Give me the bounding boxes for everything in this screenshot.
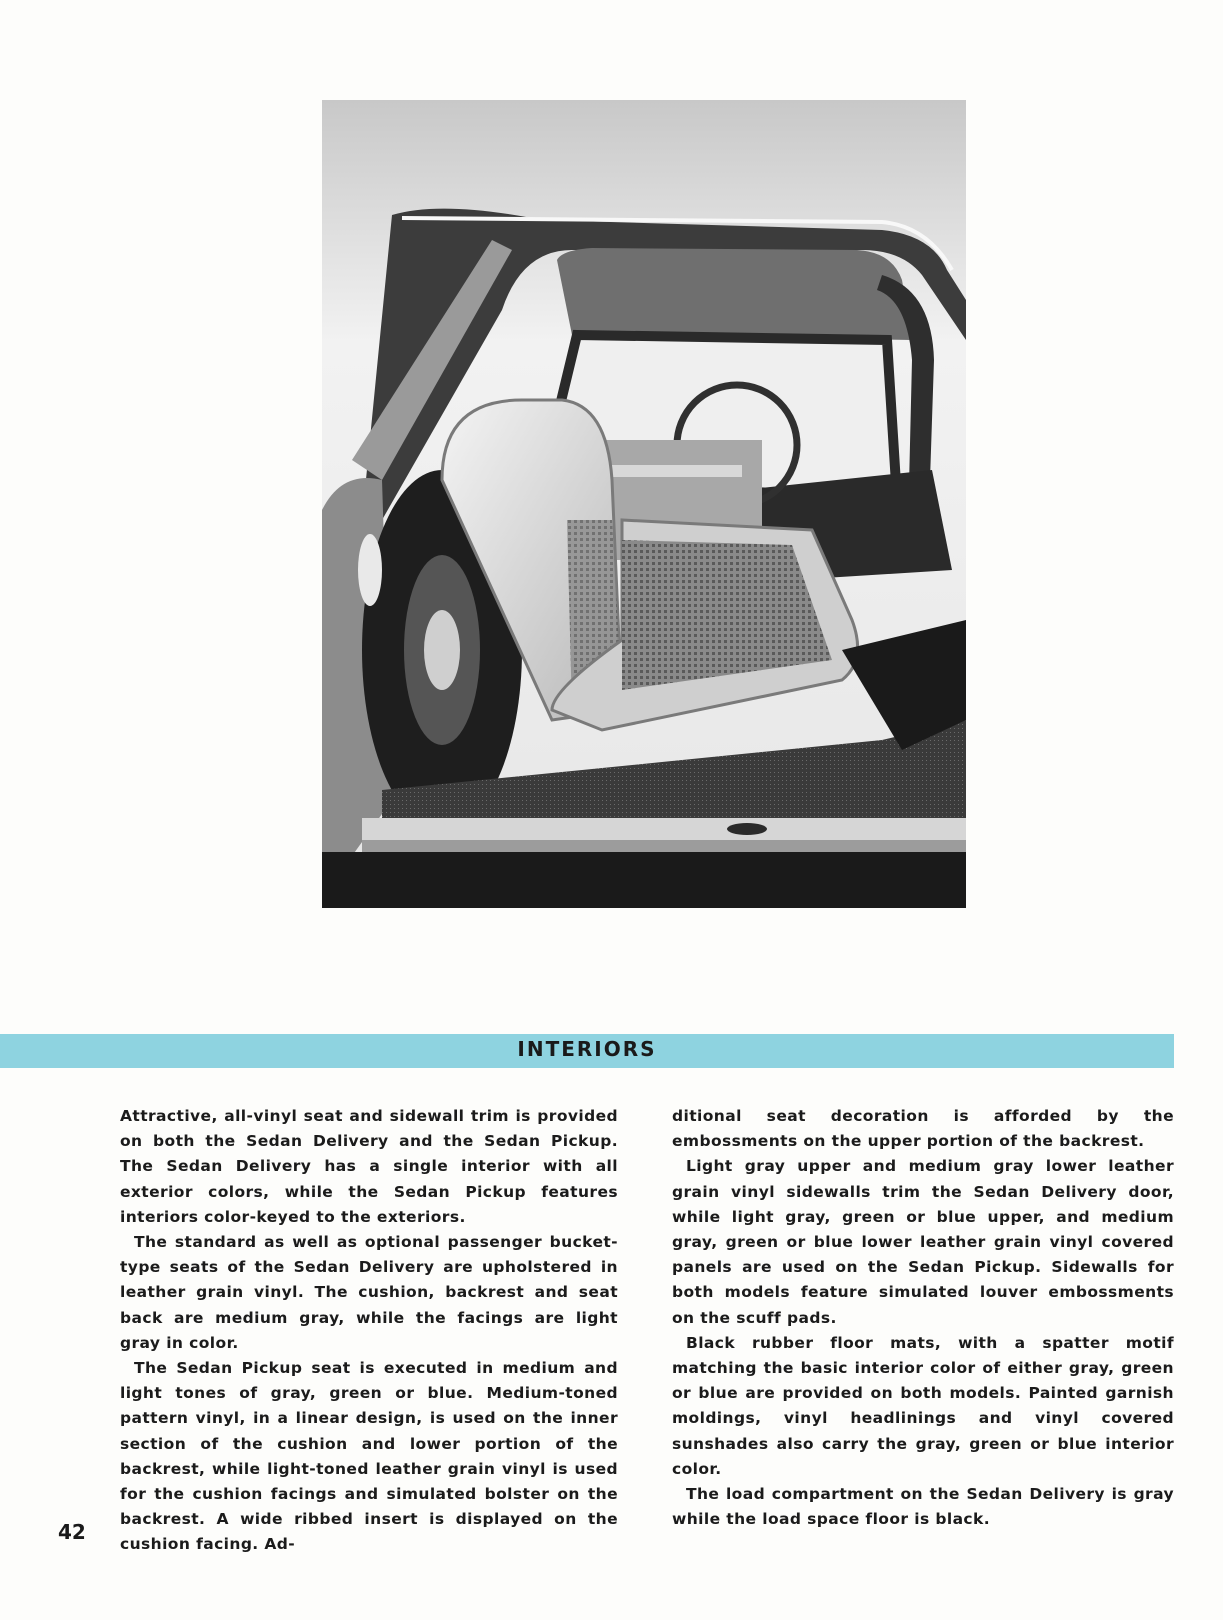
- section-title: INTERIORS: [517, 1037, 657, 1061]
- text-column-right: [672, 1104, 1174, 1532]
- paragraph: The load compartment on the Sedan Delivery is gray while the load space floor is black.: [672, 1485, 1174, 1529]
- paragraph: ditional seat decoration is afforded by the embossments on the upper portion of the backrest.: [672, 1107, 1174, 1151]
- interior-photo: [322, 100, 966, 908]
- paragraph: Black rubber floor mats, with a spatter motif matching the basic interior color of either gray, green or blue are provided on both models. Painted garnish moldings, vinyl headlinings and vinyl covered sunshades also carry the gray, green or blue interior color.: [672, 1333, 1174, 1478]
- paragraph: Light gray upper and medium gray lower leather grain vinyl sidewalls trim the Sedan Delivery door, while light gray, green or blue upper, and medium gray, green or blue lower leather grain vinyl covered panels are used on the Sedan Pickup. Sidewalls for both models feature simulated louver embossments on the scuff pads.: [672, 1157, 1174, 1327]
- paragraph: The Sedan Pickup seat is executed in medium and light tones of gray, green or blue. Medium-toned pattern vinyl, in a linear design, is used on the inner section of the cushion and lower portion of the backrest, while light-toned leather grain vinyl is used for the cushion facings and simulated bolster on the backrest. A wide ribbed insert is displayed on the cushion facing. Ad-: [120, 1359, 618, 1554]
- paragraph: The standard as well as optional passenger bucket-type seats of the Sedan Delivery are upholstered in leather grain vinyl. The cushion, backrest and seat back are medium gray, while the facings are light gray in color.: [120, 1233, 618, 1352]
- text-column-left: [120, 1104, 618, 1558]
- page-number: 42: [58, 1520, 86, 1544]
- paragraph: Attractive, all-vinyl seat and sidewall trim is provided on both the Sedan Delivery and the Sedan Pickup. The Sedan Delivery has a single interior with all exterior colors, while the Sedan Pickup features interiors color-keyed to the exteriors.: [120, 1107, 618, 1226]
